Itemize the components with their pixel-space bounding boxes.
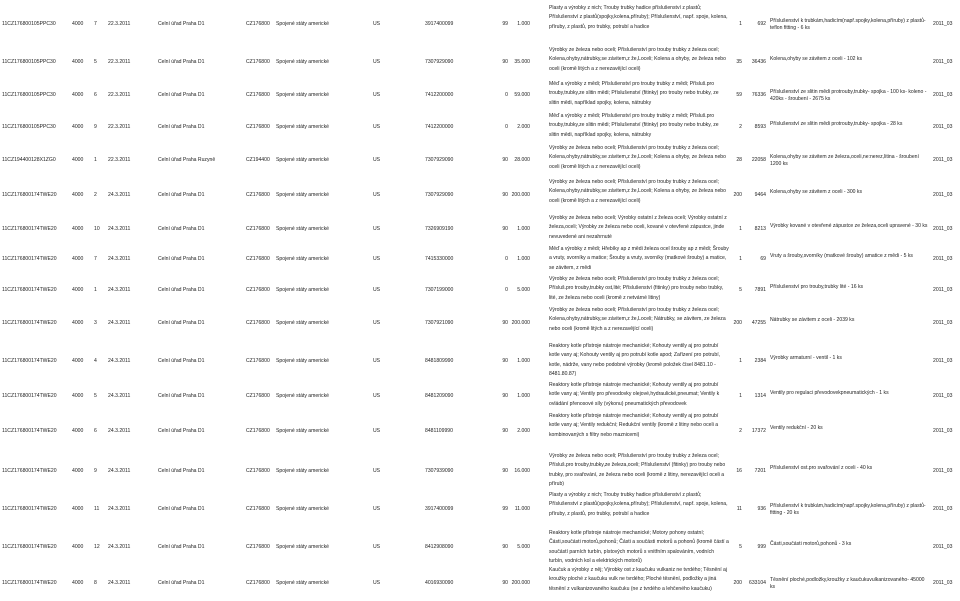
goods-description-cell: Kaučuk a výrobky z něj; Výrobky ost z kaučuku vulkaniz ne tvrdého; Těsnění aj kroužky ploché z kaučuku vulk ne tvrdého; Ploché těsnění, podložky a jiná těsnění z vulkanizovaného kaučuku (ne z tvrdého a lehčeného kaučuku) <box>549 567 727 592</box>
country-code-cell: US <box>373 59 381 65</box>
goods-description-cell: Reaktory kotle přístroje nástroje mechanické; Kohouty ventily aj pro potrubí kotle vany aj; Ventily redukční; Redukční ventily (kromě z litiny nebo oceli a kombinovaných s filtry nebo maznicemi) <box>549 413 719 438</box>
procedure-code-cell: 4000 <box>72 21 84 27</box>
goods-specification-cell: Ventily pro regulaci převodovekpneumatických - 1 ks <box>770 390 889 396</box>
table-row <box>0 491 960 527</box>
origin-country-cell: Spojené státy americké <box>276 393 329 399</box>
goods-description-cell: Výrobky ze železa nebo oceli; Příslušenství pro trouby trubky z železa ocel; Kolena,ohyby,nátrubky,se závitem,z že,Loceli; Nátrubky, se závitem, ze železa nebo oceli (kromě litých a z nerezavějící oceli) <box>549 307 726 332</box>
net-mass-cell: 1.000 <box>517 256 530 262</box>
net-mass-cell: 2.000 <box>517 428 530 434</box>
procedure-code-cell: 4000 <box>72 92 84 98</box>
declaration-date-cell: 24.3.2011 <box>108 192 131 198</box>
additional-code-cell: 90 <box>502 468 508 474</box>
table-row <box>0 80 960 110</box>
value-cell: 2384 <box>754 358 766 364</box>
procedure-code-cell: 4000 <box>72 287 84 293</box>
net-mass-cell: 35.000 <box>514 59 530 65</box>
goods-specification-cell: Příslušenství pro trouby,trubky lité - 16 ks <box>770 284 864 290</box>
office-code-cell: CZ176800 <box>246 21 270 27</box>
origin-country-cell: Spojené státy americké <box>276 256 329 262</box>
customs-office-cell: Celní úřad Praha D1 <box>158 287 205 293</box>
table-row <box>0 178 960 212</box>
value-cell: 1314 <box>754 393 766 399</box>
procedure-code-cell: 4000 <box>72 192 84 198</box>
goods-specification-cell: Nátrubky se závitem z oceli - 2039 ks <box>770 317 855 323</box>
additional-code-cell: 90 <box>502 192 508 198</box>
procedure-code-cell: 4000 <box>72 358 84 364</box>
record-id-cell: 11CZ176800174TWE20 <box>2 428 57 434</box>
value-cell: 692 <box>757 21 766 27</box>
record-id-cell: 11CZ176800174TWE20 <box>2 320 57 326</box>
customs-office-cell: Celní úřad Praha D1 <box>158 358 205 364</box>
origin-country-cell: Spojené státy americké <box>276 580 329 586</box>
country-code-cell: US <box>373 320 381 326</box>
item-number-cell: 12 <box>94 544 100 550</box>
goods-description-cell: Reaktory kotle přístroje nástroje mechanické; Kohouty ventily aj pro potrubí kotle vany aj; Ventily pro převodovky olejové,hydraulické,pneumat; Ventily k ovládání přenosové síly (výkonu) pneumatických převodovek <box>549 382 720 407</box>
country-code-cell: US <box>373 92 381 98</box>
quantity-cell: 5 <box>739 287 742 293</box>
net-mass-cell: 2.000 <box>517 124 530 130</box>
goods-specification-cell: Příslušenství k trubkám,hadicím(např.spojky,kolena,příruby) z plastů- teflon fitting - 6 ks <box>770 18 926 31</box>
net-mass-cell: 59.000 <box>514 92 530 98</box>
quantity-cell: 1 <box>739 226 742 232</box>
procedure-code-cell: 4000 <box>72 544 84 550</box>
net-mass-cell: 1.000 <box>517 21 530 27</box>
origin-country-cell: Spojené státy americké <box>276 192 329 198</box>
origin-country-cell: Spojené státy americké <box>276 506 329 512</box>
additional-code-cell: 99 <box>502 21 508 27</box>
declaration-date-cell: 24.3.2011 <box>108 506 131 512</box>
table-row <box>0 144 960 176</box>
customs-office-cell: Celní úřad Praha D1 <box>158 256 205 262</box>
tariff-code-cell: 7412200000 <box>425 124 454 130</box>
goods-specification-cell: Příslušenství ze slitin mědi protrouby,trubky- spojka - 28 ks <box>770 121 903 127</box>
period-cell: 2011_03 <box>933 256 953 262</box>
table-row <box>0 306 960 340</box>
tariff-code-cell: 3917400099 <box>425 21 454 27</box>
office-code-cell: CZ176800 <box>246 92 270 98</box>
additional-code-cell: 90 <box>502 358 508 364</box>
office-code-cell: CZ176800 <box>246 320 270 326</box>
goods-description-cell: Měď a výrobky z mědi; Příslušenství pro trouby trubky z mědi; Přísluš.pro trouby,trubky,ze slitin mědi; Příslušenství (fitinky) pro trouby nebo trubky, ze slitin mědi, například spojky, kolena, nátrubky <box>549 113 719 138</box>
net-mass-cell: 200.000 <box>511 580 530 586</box>
period-cell: 2011_03 <box>933 320 953 326</box>
declaration-date-cell: 24.3.2011 <box>108 393 131 399</box>
declaration-date-cell: 24.3.2011 <box>108 580 131 586</box>
period-cell: 2011_03 <box>933 92 953 98</box>
procedure-code-cell: 4000 <box>72 157 84 163</box>
table-row <box>0 112 960 142</box>
country-code-cell: US <box>373 428 381 434</box>
customs-office-cell: Celní úřad Praha D1 <box>158 124 205 130</box>
procedure-code-cell: 4000 <box>72 226 84 232</box>
item-number-cell: 1 <box>94 287 97 293</box>
table-row <box>0 529 960 565</box>
net-mass-cell: 16.000 <box>514 468 530 474</box>
country-code-cell: US <box>373 506 381 512</box>
customs-office-cell: Celní úřad Praha D1 <box>158 393 205 399</box>
item-number-cell: 6 <box>94 428 97 434</box>
additional-code-cell: 90 <box>502 580 508 586</box>
additional-code-cell: 90 <box>502 226 508 232</box>
procedure-code-cell: 4000 <box>72 256 84 262</box>
quantity-cell: 1 <box>739 393 742 399</box>
table-row <box>0 412 960 450</box>
record-id-cell: 11CZ176800105PPC30 <box>2 21 56 27</box>
goods-specification-cell: Výrobky armaturní - ventil - 1 ks <box>770 355 842 361</box>
quantity-cell: 1 <box>739 256 742 262</box>
origin-country-cell: Spojené státy americké <box>276 124 329 130</box>
period-cell: 2011_03 <box>933 580 953 586</box>
goods-specification-cell: Výrobky kované v otevřené zápustce ze železa,oceli upravené - 30 ks <box>770 223 928 229</box>
office-code-cell: CZ176800 <box>246 59 270 65</box>
value-cell: 999 <box>757 544 766 550</box>
item-number-cell: 6 <box>94 92 97 98</box>
item-number-cell: 9 <box>94 124 97 130</box>
origin-country-cell: Spojené státy americké <box>276 157 329 163</box>
origin-country-cell: Spojené státy americké <box>276 92 329 98</box>
item-number-cell: 8 <box>94 580 97 586</box>
record-id-cell: 11CZ176800105PPC30 <box>2 59 56 65</box>
goods-specification-cell: Příslušenství k trubkám,hadicím(např.spojky,kolena,příruby) z plastů- fitting - 20 ks <box>770 503 926 516</box>
origin-country-cell: Spojené státy americké <box>276 287 329 293</box>
declaration-date-cell: 24.3.2011 <box>108 256 131 262</box>
value-cell: 9464 <box>754 192 766 198</box>
customs-office-cell: Celní úřad Praha D1 <box>158 544 205 550</box>
goods-description-cell: Plasty a výrobky z nich; Trouby trubky hadice příslušenství z plastů; Příslušenství z plastů(spojky,kolena,příruby); Příslušenství, např. spoje, kolena, příruby, z plastů, pro trubky, potrubí a hadice <box>549 5 728 30</box>
customs-office-cell: Celní úřad Praha D1 <box>158 468 205 474</box>
item-number-cell: 1 <box>94 157 97 163</box>
goods-specification-cell: Části,součásti motorů,pohonů - 3 ks <box>770 541 852 547</box>
record-id-cell: 11CZ176800174TWE20 <box>2 506 57 512</box>
country-code-cell: US <box>373 21 381 27</box>
tariff-code-cell: 7412200000 <box>425 92 454 98</box>
tariff-code-cell: 8481109990 <box>425 428 453 434</box>
office-code-cell: CZ176800 <box>246 287 270 293</box>
quantity-cell: 200 <box>733 320 742 326</box>
procedure-code-cell: 4000 <box>72 124 84 130</box>
goods-description-cell: Výrobky ze železa nebo oceli; Příslušenství pro trouby trubky z železa ocel; Kolena,ohyby,nátrubky,se závitem,z že,Loceli; Kolena a ohyby, ze železa nebo oceli (kromě litých a z nerezavějící oceli) <box>549 179 726 204</box>
goods-description-cell: Reaktory kotle přístroje nástroje mechanické; Kohouty ventily aj pro potrubí kotle vany aj; Kohouty ventily aj pro potrubí kotle apod; Zařízení pro potrubí, kotle, nádrže, vany nebo podobné výrobky (kromě položek čísel 8481.10 - 8481.80.87) <box>549 343 721 378</box>
item-number-cell: 7 <box>94 21 97 27</box>
record-id-cell: 11CZ176800174TWE20 <box>2 287 57 293</box>
office-code-cell: CZ176800 <box>246 428 270 434</box>
record-id-cell: 11CZ176800174TWE20 <box>2 544 57 550</box>
value-cell: 76336 <box>751 92 766 98</box>
period-cell: 2011_03 <box>933 59 953 65</box>
goods-specification-cell: Kolena,ohyby se závitem ze železa,oceli,ne:nerez,litina - šroubení 1200 ks <box>770 154 919 167</box>
net-mass-cell: 1.000 <box>517 358 530 364</box>
customs-office-cell: Celní úřad Praha D1 <box>158 506 205 512</box>
value-cell: 69 <box>760 256 766 262</box>
additional-code-cell: 90 <box>502 393 508 399</box>
goods-description-cell: Měď a výrobky z mědi; Hřebíky ap z mědi železa ocel šrouby ap z mědi; Šrouby a vruty, svorníky a matice; Šrouby a vruty, svorníky (matkové šrouby) a matice, se závitem, z mědi <box>549 246 729 271</box>
goods-specification-cell: Těsnění ploché,podložky,kroužky z kaučukuvulkanizovaného- 45000 ks <box>770 577 925 590</box>
period-cell: 2011_03 <box>933 192 953 198</box>
period-cell: 2011_03 <box>933 226 953 232</box>
quantity-cell: 35 <box>736 59 742 65</box>
item-number-cell: 2 <box>94 192 97 198</box>
record-id-cell: 11CZ176800174TWE20 <box>2 580 57 586</box>
declaration-date-cell: 24.3.2011 <box>108 226 131 232</box>
period-cell: 2011_03 <box>933 393 953 399</box>
tariff-code-cell: 7307921090 <box>425 320 454 326</box>
procedure-code-cell: 4000 <box>72 428 84 434</box>
quantity-cell: 2 <box>739 428 742 434</box>
goods-description-cell: Reaktory kotle přístroje nástroje mechanické; Motory pohony ostatní; Části,součásti motorů,pohonů; Části a součásti motorů a pohonů (kromě částí a součástí parních turbín, pístových motorů s vnitřním spalováním, vodních turbín, vodních kol a elektrických motorů) <box>549 530 729 565</box>
quantity-cell: 1 <box>739 358 742 364</box>
origin-country-cell: Spojené státy americké <box>276 428 329 434</box>
additional-code-cell: 90 <box>502 428 508 434</box>
record-id-cell: 11CZ176800174TWE20 <box>2 192 57 198</box>
country-code-cell: US <box>373 358 381 364</box>
declaration-date-cell: 24.3.2011 <box>108 428 131 434</box>
country-code-cell: US <box>373 256 381 262</box>
procedure-code-cell: 4000 <box>72 580 84 586</box>
goods-description-cell: Výrobky ze železa nebo oceli; Příslušenství pro trouby trubky z železa ocel; Kolena,ohyby,nátrubky,se závitem,z že,Loceli; Kolena a ohyby, ze železa nebo oceli (kromě litých a z nerezavějící oceli) <box>549 145 726 170</box>
net-mass-cell: 200.000 <box>511 320 530 326</box>
item-number-cell: 5 <box>94 393 97 399</box>
procedure-code-cell: 4000 <box>72 393 84 399</box>
value-cell: 7891 <box>754 287 766 293</box>
customs-office-cell: Celní úřad Praha D1 <box>158 59 205 65</box>
office-code-cell: CZ194400 <box>246 157 270 163</box>
goods-specification-cell: Kolena,ohyby se závitem z oceli - 102 ks <box>770 56 863 62</box>
net-mass-cell: 5.000 <box>517 287 530 293</box>
goods-description-cell: Měď a výrobky z mědi; Příslušenství pro trouby trubky z mědi; Přísluš.pro trouby,trubky,ze slitin mědi; Příslušenství (fitinky) pro trouby nebo trubky, ze slitin mědi, například spojky, kolena, nátrubky <box>549 81 719 106</box>
declaration-date-cell: 24.3.2011 <box>108 320 131 326</box>
item-number-cell: 9 <box>94 468 97 474</box>
country-code-cell: US <box>373 124 381 130</box>
declaration-date-cell: 22.3.2011 <box>108 59 131 65</box>
customs-office-cell: Celní úřad Praha D1 <box>158 192 205 198</box>
tariff-code-cell: 7307929090 <box>425 59 454 65</box>
origin-country-cell: Spojené státy americké <box>276 544 329 550</box>
declaration-date-cell: 24.3.2011 <box>108 358 131 364</box>
period-cell: 2011_03 <box>933 157 953 163</box>
goods-specification-cell: Ventily redukční - 20 ks <box>770 425 823 431</box>
tariff-code-cell: 7307929090 <box>425 192 454 198</box>
quantity-cell: 1 <box>739 21 742 27</box>
office-code-cell: CZ176800 <box>246 393 270 399</box>
office-code-cell: CZ176800 <box>246 226 270 232</box>
goods-description-cell: Výrobky ze železa nebo oceli; Výrobky ostatní z železa oceli; Výrobky ostatní z železa,oceli; Výrobky ze železa nebo oceli, kované v otevřené zápustce, jinde nevuvedené ani nezahrnuté <box>549 215 727 240</box>
net-mass-cell: 200.000 <box>511 192 530 198</box>
customs-office-cell: Celní úřad Praha D1 <box>158 21 205 27</box>
origin-country-cell: Spojené státy americké <box>276 21 329 27</box>
record-id-cell: 11CZ176800174TWE20 <box>2 393 57 399</box>
origin-country-cell: Spojené státy americké <box>276 226 329 232</box>
office-code-cell: CZ176800 <box>246 468 270 474</box>
goods-specification-cell: Kolena,ohyby se závitem z oceli - 300 ks <box>770 189 863 195</box>
net-mass-cell: 1.000 <box>517 226 530 232</box>
origin-country-cell: Spojené státy americké <box>276 358 329 364</box>
tariff-code-cell: 8481809990 <box>425 358 454 364</box>
item-number-cell: 10 <box>94 226 100 232</box>
quantity-cell: 2 <box>739 124 742 130</box>
item-number-cell: 3 <box>94 320 97 326</box>
table-row <box>0 452 960 489</box>
procedure-code-cell: 4000 <box>72 468 84 474</box>
customs-office-cell: Celní úřad Praha D1 <box>158 428 205 434</box>
table-row <box>0 46 960 78</box>
additional-code-cell: 0 <box>505 92 508 98</box>
net-mass-cell: 11.000 <box>514 506 530 512</box>
item-number-cell: 5 <box>94 59 97 65</box>
table-row <box>0 381 960 411</box>
tariff-code-cell: 7307939090 <box>425 468 454 474</box>
tariff-code-cell: 7326909190 <box>425 226 454 232</box>
tariff-code-cell: 7415330000 <box>425 256 454 262</box>
declaration-date-cell: 22.3.2011 <box>108 157 131 163</box>
item-number-cell: 4 <box>94 358 97 364</box>
country-code-cell: US <box>373 192 381 198</box>
record-id-cell: 11CZ176800174TWE20 <box>2 256 57 262</box>
declaration-date-cell: 24.3.2011 <box>108 287 131 293</box>
net-mass-cell: 1.000 <box>517 393 530 399</box>
goods-specification-cell: Vruty a šrouby,svorníky (matkové šrouby) amatice z mědi - 5 ks <box>770 253 913 259</box>
quantity-cell: 200 <box>733 192 742 198</box>
record-id-cell: 11CZ176800105PPC30 <box>2 124 56 130</box>
period-cell: 2011_03 <box>933 358 953 364</box>
tariff-code-cell: 8412908090 <box>425 544 454 550</box>
additional-code-cell: 90 <box>502 544 508 550</box>
goods-description-cell: Výrobky ze železa nebo oceli; Příslušenství pro trouby trubky z železa ocel; Přísluš.pro trouby,trubky ost,lité; Příslušenství (fitinky) pro trouby nebo trubky, lité, ze železa nebo oceli (kromě z netvárné litiny) <box>549 276 724 301</box>
net-mass-cell: 28.000 <box>514 157 530 163</box>
quantity-cell: 200 <box>733 580 742 586</box>
value-cell: 633104 <box>749 580 766 586</box>
country-code-cell: US <box>373 393 381 399</box>
record-id-cell: 11CZ176800174TWE20 <box>2 468 57 474</box>
customs-office-cell: Celní úřad Praha Ruzyně <box>158 157 216 163</box>
customs-office-cell: Celní úřad Praha D1 <box>158 226 205 232</box>
goods-description-cell: Výrobky ze železa nebo oceli; Příslušenství pro trouby trubky z železa ocel; Kolena,ohyby,nátrubky,se závitem,z že,Loceli; Kolena a ohyby, ze železa nebo oceli (kromě litých a z nerezavějící oceli) <box>549 47 726 72</box>
item-number-cell: 7 <box>94 256 97 262</box>
value-cell: 8593 <box>754 124 766 130</box>
country-code-cell: US <box>373 580 381 586</box>
office-code-cell: CZ176800 <box>246 506 270 512</box>
country-code-cell: US <box>373 544 381 550</box>
country-code-cell: US <box>373 287 381 293</box>
procedure-code-cell: 4000 <box>72 59 84 65</box>
record-id-cell: 11CZ176800105PPC30 <box>2 92 56 98</box>
procedure-code-cell: 4000 <box>72 320 84 326</box>
declaration-date-cell: 22.3.2011 <box>108 92 131 98</box>
office-code-cell: CZ176800 <box>246 124 270 130</box>
period-cell: 2011_03 <box>933 544 953 550</box>
quantity-cell: 11 <box>736 506 742 512</box>
origin-country-cell: Spojené státy americké <box>276 320 329 326</box>
table-row <box>0 245 960 273</box>
procedure-code-cell: 4000 <box>72 506 84 512</box>
value-cell: 22058 <box>751 157 766 163</box>
declaration-date-cell: 24.3.2011 <box>108 468 131 474</box>
additional-code-cell: 90 <box>502 320 508 326</box>
office-code-cell: CZ176800 <box>246 256 270 262</box>
quantity-cell: 59 <box>736 92 742 98</box>
tariff-code-cell: 3917400099 <box>425 506 454 512</box>
office-code-cell: CZ176800 <box>246 544 270 550</box>
additional-code-cell: 90 <box>502 157 508 163</box>
additional-code-cell: 0 <box>505 124 508 130</box>
value-cell: 8213 <box>754 226 766 232</box>
office-code-cell: CZ176800 <box>246 192 270 198</box>
value-cell: 36436 <box>751 59 766 65</box>
country-code-cell: US <box>373 468 381 474</box>
item-number-cell: 11 <box>94 506 100 512</box>
declaration-date-cell: 24.3.2011 <box>108 544 131 550</box>
customs-office-cell: Celní úřad Praha D1 <box>158 580 205 586</box>
office-code-cell: CZ176800 <box>246 358 270 364</box>
quantity-cell: 5 <box>739 544 742 550</box>
customs-office-cell: Celní úřad Praha D1 <box>158 320 205 326</box>
tariff-code-cell: 4016930090 <box>425 580 454 586</box>
customs-office-cell: Celní úřad Praha D1 <box>158 92 205 98</box>
period-cell: 2011_03 <box>933 506 953 512</box>
value-cell: 17372 <box>751 428 766 434</box>
period-cell: 2011_03 <box>933 124 953 130</box>
declaration-date-cell: 22.3.2011 <box>108 21 131 27</box>
value-cell: 7201 <box>754 468 766 474</box>
record-id-cell: 11CZ194400128X1ZG0 <box>2 157 56 163</box>
origin-country-cell: Spojené státy americké <box>276 468 329 474</box>
table-row <box>0 342 960 379</box>
tariff-code-cell: 7307929090 <box>425 157 454 163</box>
additional-code-cell: 0 <box>505 256 508 262</box>
country-code-cell: US <box>373 157 381 163</box>
office-code-cell: CZ176800 <box>246 580 270 586</box>
net-mass-cell: 5.000 <box>517 544 530 550</box>
goods-specification-cell: Příslušenství ost.pro svařování z oceli - 40 ks <box>770 465 873 471</box>
country-code-cell: US <box>373 226 381 232</box>
table-row <box>0 275 960 305</box>
period-cell: 2011_03 <box>933 21 953 27</box>
period-cell: 2011_03 <box>933 468 953 474</box>
table-row <box>0 566 960 600</box>
goods-specification-cell: Příslušenství ze slitin mědi protrouby,trubky- spojka - 100 ks- koleno - 420ks - šroubení - 2675 ks <box>770 89 927 102</box>
goods-description-cell: Výrobky ze železa nebo oceli; Příslušenství pro trouby trubky z železa ocel; Přísluš.pro trouby,trubky,ze železa,oceli; Příslušenství (fitinky) pro trouby nebo trubky, pro svařování, ze železa nebo oceli (kromě z litiny, nerezavějící oceli a přírub) <box>549 453 726 488</box>
record-id-cell: 11CZ176800174TWE20 <box>2 226 57 232</box>
quantity-cell: 16 <box>736 468 742 474</box>
goods-description-cell: Plasty a výrobky z nich; Trouby trubky hadice příslušenství z plastů; Příslušenství z plastů(spojky,kolena,příruby); Příslušenství, např. spoje, kolena, příruby, z plastů, pro trubky, potrubí a hadice <box>549 492 728 517</box>
quantity-cell: 28 <box>736 157 742 163</box>
additional-code-cell: 90 <box>502 59 508 65</box>
value-cell: 936 <box>757 506 766 512</box>
additional-code-cell: 99 <box>502 506 508 512</box>
record-id-cell: 11CZ176800174TWE20 <box>2 358 57 364</box>
period-cell: 2011_03 <box>933 287 953 293</box>
period-cell: 2011_03 <box>933 428 953 434</box>
tariff-code-cell: 7307199000 <box>425 287 454 293</box>
tariff-code-cell: 8481209090 <box>425 393 454 399</box>
additional-code-cell: 0 <box>505 287 508 293</box>
table-row <box>0 214 960 244</box>
origin-country-cell: Spojené státy americké <box>276 59 329 65</box>
table-row <box>0 4 960 44</box>
value-cell: 47255 <box>751 320 766 326</box>
declaration-date-cell: 22.3.2011 <box>108 124 131 130</box>
